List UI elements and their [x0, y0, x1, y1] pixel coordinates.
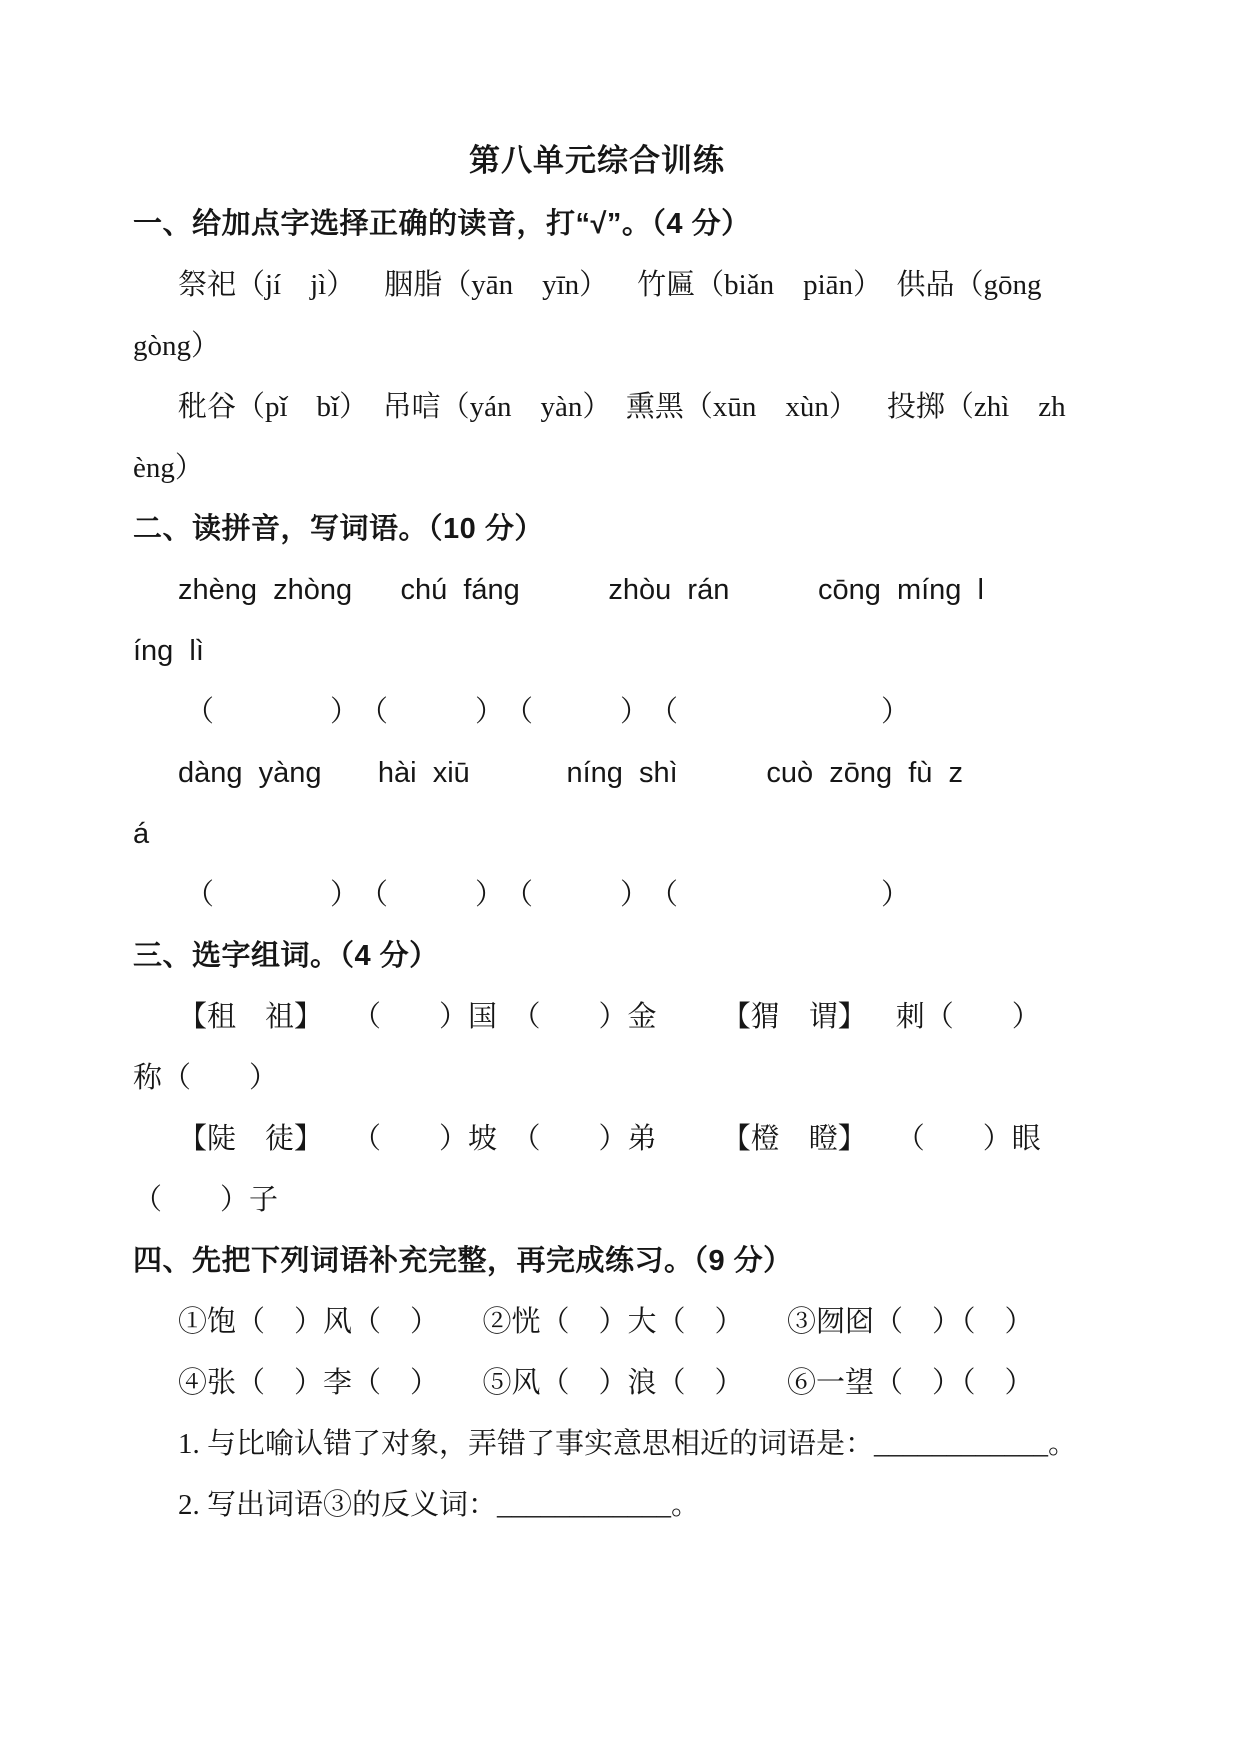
- pinyin-row-2-wrap: á: [133, 818, 150, 850]
- word-completion-line-2: ④张（ ）李（ ） ⑤风（ ）浪（ ） ⑥一望（ ）（ ）: [178, 1367, 1034, 1399]
- pinyin-row-1: zhèng zhòng chú fáng zhòu rán cōng míng l: [178, 574, 984, 606]
- character-choice-line-2: 【陡 徒】 （ ）坡 （ ）弟 【橙 瞪】 （ ）眼: [178, 1123, 1041, 1155]
- section-3-heading: 三、选字组词。（4 分）: [133, 940, 439, 972]
- pronunciation-choice-line-1-wrap: gòng）: [133, 330, 221, 362]
- answer-brackets-row-2: （ ） （ ） （ ） （ ）: [185, 879, 911, 911]
- pronunciation-choice-line-2-wrap: èng）: [133, 452, 204, 484]
- section-4-heading: 四、先把下列词语补充完整，再完成练习。（9 分）: [133, 1245, 793, 1277]
- answer-brackets-row-1: （ ） （ ） （ ） （ ）: [185, 696, 911, 728]
- question-1: 1. 与比喻认错了对象，弄错了事实意思相近的词语是：____________。: [178, 1428, 1078, 1460]
- section-2-heading: 二、读拼音，写词语。（10 分）: [133, 513, 544, 545]
- character-choice-line-1: 【租 祖】 （ ）国 （ ）金 【猬 谓】 刺（ ）: [178, 1001, 1041, 1033]
- pronunciation-choice-line-1: 祭祀（jí jì） 胭脂（yān yīn） 竹匾（biǎn piān） 供品（gōng: [178, 269, 1042, 301]
- word-completion-line-1: ①饱（ ）风（ ） ②恍（ ）大（ ） ③囫囵（ ）（ ）: [178, 1306, 1034, 1338]
- pinyin-row-1-wrap: íng lì: [133, 635, 204, 667]
- pinyin-row-2: dàng yàng hài xiū níng shì cuò zōng fù z: [178, 757, 964, 789]
- section-1-heading: 一、给加点字选择正确的读音，打“√”。（4 分）: [133, 208, 751, 240]
- pronunciation-choice-line-2: 秕谷（pǐ bǐ） 吊唁（yán yàn） 熏黑（xūn xùn） 投掷（zhì zh: [178, 391, 1066, 423]
- question-2: 2. 写出词语③的反义词：____________。: [178, 1489, 701, 1521]
- character-choice-line-1-wrap: 称（ ）: [133, 1062, 279, 1094]
- character-choice-line-2-wrap: （ ）子: [133, 1184, 279, 1216]
- page-title: 第八单元综合训练: [469, 143, 725, 178]
